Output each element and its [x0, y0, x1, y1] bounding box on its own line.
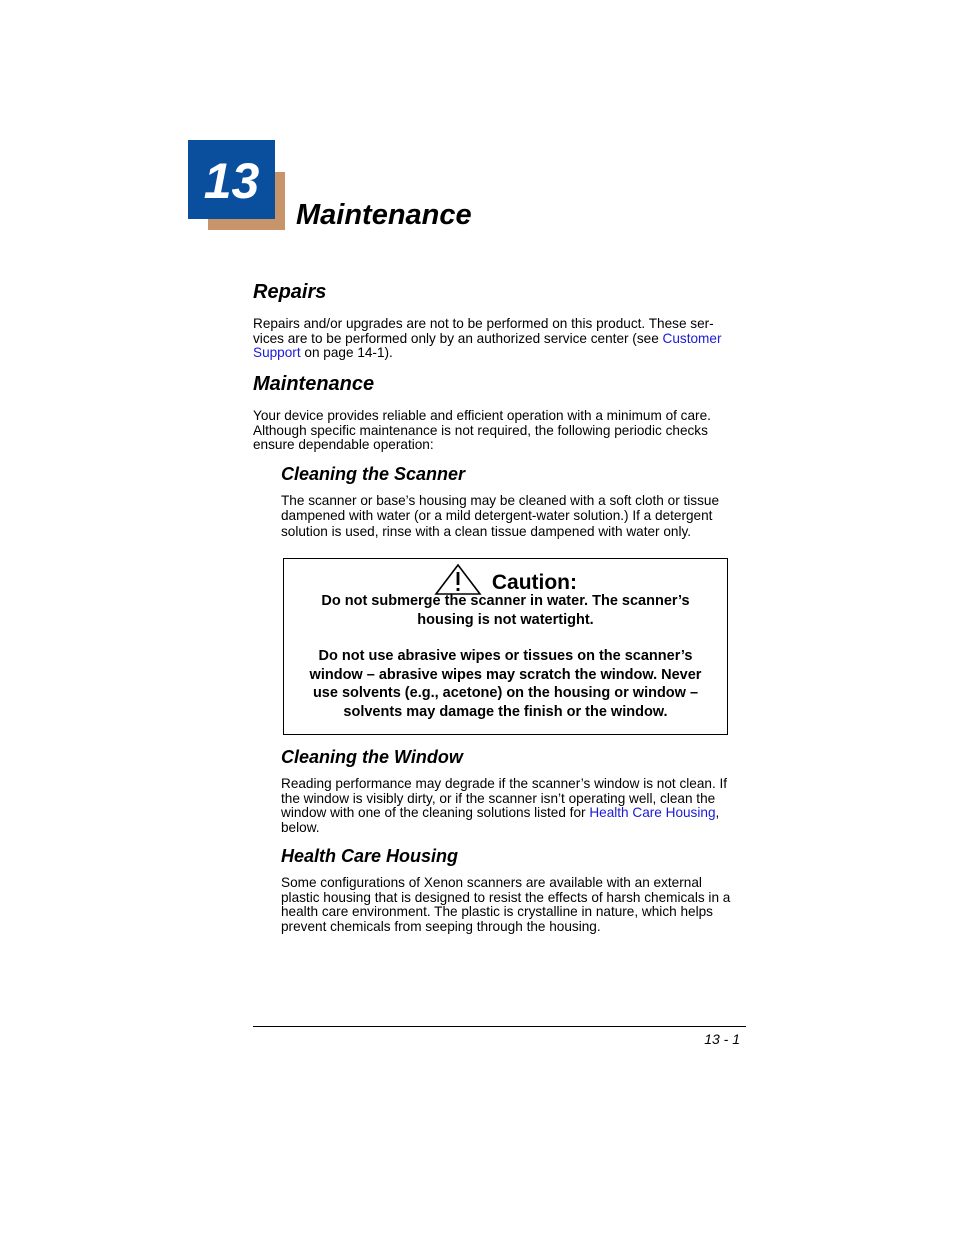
repairs-line-1: Repairs and/or upgrades are not to be performed on this product. These ser-	[253, 316, 714, 331]
cleaning-scanner-heading: Cleaning the Scanner	[281, 464, 466, 484]
repairs-line-3	[253, 346, 748, 361]
cleaning-scanner-line: The scanner or base’s housing may be cleaned with a soft cloth or tissue	[281, 493, 720, 508]
caution-line: solvents may damage the finish or the window.	[343, 703, 668, 720]
footer-rule	[253, 1026, 746, 1027]
caution-para-2	[284, 647, 727, 721]
maintenance-heading: Maintenance	[253, 373, 375, 395]
chapter-title: Maintenance	[296, 199, 472, 231]
repairs-heading: Repairs	[253, 281, 327, 303]
health-care-line: health care environment. The plastic is crystalline in nature, which helps	[281, 904, 713, 919]
cleaning-window-line: the window is visibly dirty, or if the scanner isn’t operating well, clean the	[281, 790, 716, 806]
caution-para-1	[284, 592, 727, 629]
cleaning-window-line-3-text: window with one of the cleaning solutions listed for	[281, 805, 590, 820]
caution-line: use solvents (e.g., acetone) on the housing or window –	[312, 685, 699, 701]
cleaning-window-heading: Cleaning the Window	[281, 747, 463, 767]
repairs-line-3-text: on page 14-1).	[300, 345, 393, 360]
caution-line: Do not use abrasive wipes or tissues on the scanner’s	[318, 648, 693, 664]
caution-box	[283, 558, 728, 735]
repairs-line-2	[253, 332, 748, 347]
chapter-number: 13	[203, 153, 260, 209]
health-care-heading: Health Care Housing	[281, 846, 459, 866]
cleaning-window-line-3-comma: ,	[715, 805, 720, 820]
cleaning-scanner-paragraph	[281, 494, 741, 540]
customer-support-link-cont[interactable]: Support	[253, 345, 301, 360]
maintenance-paragraph	[253, 409, 748, 453]
health-care-line: Some configurations of Xenon scanners are available with an external	[281, 875, 702, 890]
page-number: 13 - 1	[704, 1031, 740, 1047]
repairs-line-2-text: vices are to be performed only by an authorized service center (see	[253, 330, 663, 346]
caution-header	[284, 563, 727, 595]
cleaning-window-line: below.	[281, 819, 320, 835]
maintenance-line: ensure dependable operation:	[253, 437, 434, 452]
health-care-housing-link[interactable]: Health Care Housing	[589, 805, 716, 820]
caution-line: Do not submerge the scanner in water. The scanner’s	[321, 593, 690, 609]
health-care-line: prevent chemicals from seeping through the housing.	[281, 918, 601, 934]
cleaning-window-line: Reading performance may degrade if the scanner’s window is not clean. If	[281, 776, 728, 791]
caution-line: window – abrasive wipes may scratch the window. Never	[309, 666, 702, 683]
caution-line: housing is not watertight.	[417, 611, 594, 628]
cleaning-window-paragraph	[281, 777, 746, 835]
health-care-paragraph	[281, 876, 746, 934]
cleaning-scanner-line: dampened with water (or a mild detergent-water solution.) If a detergent	[281, 507, 713, 523]
customer-support-link[interactable]: Customer	[662, 330, 722, 346]
maintenance-line: Your device provides reliable and efficient operation with a minimum of care.	[253, 408, 711, 423]
caution-title: Caution:	[491, 571, 577, 594]
health-care-line: plastic housing that is designed to resist the effects of harsh chemicals in a	[281, 889, 731, 905]
maintenance-line: Although specific maintenance is not required, the following periodic checks	[253, 422, 708, 438]
cleaning-scanner-line: solution is used, rinse with a clean tissue dampened with water only.	[281, 524, 692, 539]
cleaning-window-line	[281, 806, 746, 821]
warning-triangle-icon	[434, 571, 492, 594]
repairs-paragraph	[253, 317, 748, 361]
